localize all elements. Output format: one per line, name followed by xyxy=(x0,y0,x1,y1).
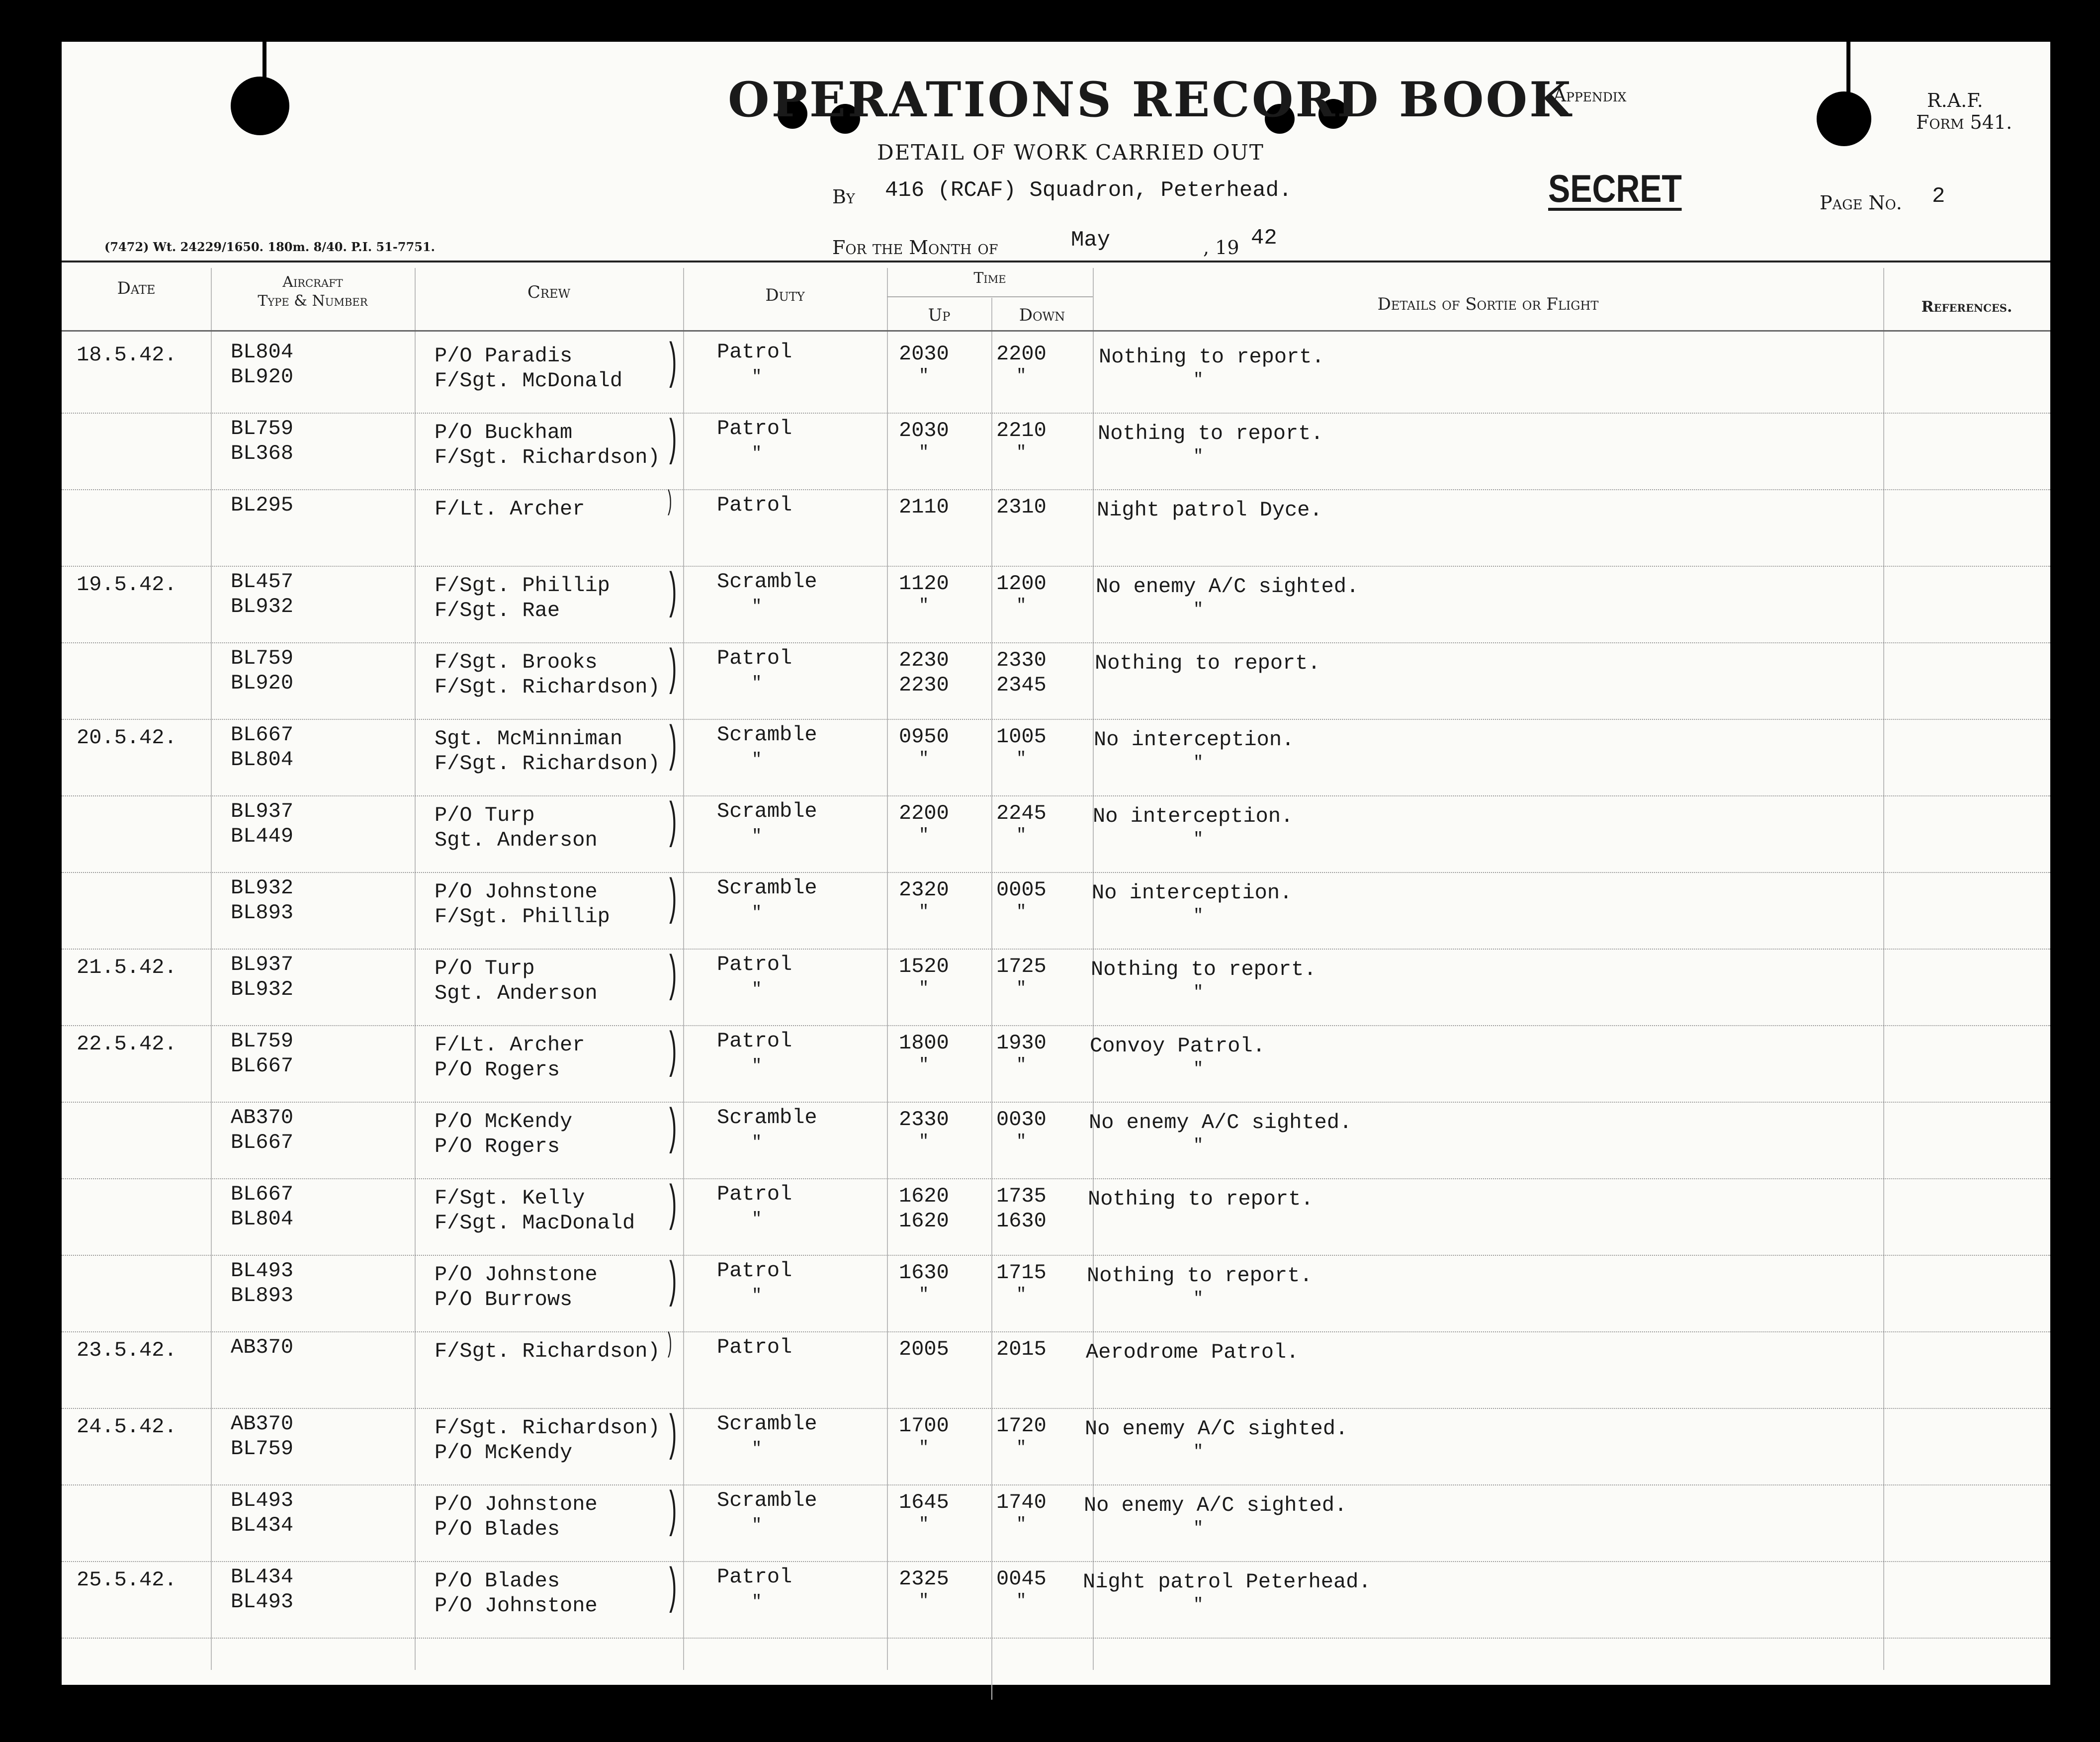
entry-duty: Patrol xyxy=(717,493,792,517)
crew-bracket: ) xyxy=(666,486,674,518)
entry-details: No interception. xyxy=(1093,804,1294,828)
entry-duty: Scramble xyxy=(717,876,817,900)
crew-bracket: ) xyxy=(666,643,680,699)
entry-aircraft: BL759 xyxy=(231,646,294,670)
ruled-line xyxy=(62,566,2050,567)
details-ditto: " xyxy=(1193,1596,1204,1615)
page-subtitle: DETAIL OF WORK CARRIED OUT xyxy=(877,140,1264,165)
entry-aircraft: BL804 xyxy=(231,340,294,364)
entry-duty: Scramble xyxy=(717,570,817,594)
details-ditto: " xyxy=(1193,1136,1204,1155)
page-title: OPERATIONS RECORD BOOK xyxy=(728,72,1573,128)
entry-time-up: " xyxy=(919,597,929,615)
ruled-line xyxy=(62,1178,2050,1179)
column-header-rule xyxy=(62,330,2050,332)
entry-details: Aerodrome Patrol. xyxy=(1086,1340,1299,1364)
entry-duty: Scramble xyxy=(717,1106,817,1130)
duty-ditto: " xyxy=(752,1287,762,1306)
duty-ditto: " xyxy=(752,1210,762,1229)
entry-time-down: 1725 xyxy=(996,955,1047,978)
entry-time-up: " xyxy=(919,1132,929,1151)
entry-time-down: 0045 xyxy=(996,1567,1047,1591)
duty-ditto: " xyxy=(752,751,762,770)
crew-bracket: ) xyxy=(666,1562,680,1618)
entry-time-down: 1715 xyxy=(996,1261,1047,1285)
entry-details: No enemy A/C sighted. xyxy=(1096,575,1359,599)
crew-bracket: ) xyxy=(666,1179,680,1235)
entry-time-down: " xyxy=(1016,826,1027,845)
page-number-label: Page No. xyxy=(1820,192,1902,214)
form-line-1: R.A.F. xyxy=(1927,89,1983,111)
entry-time-down: 1005 xyxy=(996,725,1047,749)
time-subheader-rule xyxy=(887,296,1093,297)
ruled-line xyxy=(62,1561,2050,1562)
entry-crew: P/O Johnstone xyxy=(435,1492,598,1516)
entry-crew: P/O Johnstone xyxy=(435,880,598,904)
entry-date: 20.5.42. xyxy=(77,726,177,750)
duty-ditto: " xyxy=(752,980,762,999)
entry-aircraft: BL434 xyxy=(231,1513,294,1537)
entry-time-down: 2310 xyxy=(996,495,1047,519)
details-ditto: " xyxy=(1193,1290,1204,1308)
secret-stamp: SECRET xyxy=(1548,167,1682,210)
entry-aircraft: BL434 xyxy=(231,1565,294,1589)
binder-tab-right xyxy=(1846,42,1850,96)
entry-time-up: 1645 xyxy=(899,1490,949,1514)
col-divider-duty xyxy=(887,268,888,1670)
entry-time-down: 2200 xyxy=(996,342,1047,366)
entry-crew: P/O Blades xyxy=(435,1569,560,1593)
entry-aircraft: AB370 xyxy=(231,1412,294,1436)
entry-time-down: 1740 xyxy=(996,1490,1047,1514)
entry-aircraft: BL759 xyxy=(231,1029,294,1053)
entry-crew: P/O Blades xyxy=(435,1517,560,1541)
entry-details: Nothing to report. xyxy=(1088,1187,1313,1211)
details-ditto: " xyxy=(1193,1060,1204,1079)
entry-crew: P/O Rogers xyxy=(435,1134,560,1158)
ruled-line xyxy=(62,872,2050,873)
ruled-line xyxy=(62,1638,2050,1639)
entry-time-up: " xyxy=(919,826,929,845)
entry-aircraft: BL804 xyxy=(231,1207,294,1231)
entry-crew: F/Sgt. Richardson) xyxy=(435,1416,660,1440)
crew-bracket: ) xyxy=(666,949,680,1005)
entry-date: 22.5.42. xyxy=(77,1032,177,1056)
entry-time-down: " xyxy=(1016,1056,1027,1075)
entry-aircraft: BL937 xyxy=(231,953,294,976)
entry-aircraft: BL893 xyxy=(231,901,294,925)
col-header-crew: Crew xyxy=(527,282,571,302)
entry-details: No interception. xyxy=(1094,728,1295,752)
col-header-down: Down xyxy=(1019,305,1065,325)
entry-aircraft: BL667 xyxy=(231,1131,294,1154)
ruled-line xyxy=(62,413,2050,414)
year-prefix: , 19 xyxy=(1203,237,1239,259)
entry-time-up: " xyxy=(919,367,929,386)
entry-time-down: " xyxy=(1016,597,1027,615)
entry-details: Nothing to report. xyxy=(1098,422,1323,445)
ruled-line xyxy=(62,719,2050,720)
entry-duty: Patrol xyxy=(717,1565,792,1589)
entry-aircraft: BL759 xyxy=(231,417,294,440)
entry-time-down: 1735 xyxy=(996,1184,1047,1208)
entry-time-down: 0030 xyxy=(996,1108,1047,1132)
ruled-line xyxy=(62,1408,2050,1409)
entry-details: No enemy A/C sighted. xyxy=(1089,1111,1352,1134)
entry-crew: P/O Turp xyxy=(435,803,535,827)
entry-time-up: " xyxy=(919,1592,929,1611)
entry-time-down: " xyxy=(1016,1286,1027,1305)
entry-crew: F/Sgt. Richardson) xyxy=(435,752,660,776)
col-header-duty: Duty xyxy=(765,285,805,305)
entry-crew: Sgt. Anderson xyxy=(435,828,598,852)
entry-time-down: 2245 xyxy=(996,801,1047,825)
entry-aircraft: BL804 xyxy=(231,748,294,772)
entry-date: 25.5.42. xyxy=(77,1568,177,1592)
entry-crew: F/Sgt. Kelly xyxy=(435,1186,585,1210)
entry-time-up: 1620 xyxy=(899,1184,949,1208)
entry-duty: Patrol xyxy=(717,953,792,976)
entry-crew: F/Sgt. McDonald xyxy=(435,369,623,393)
entry-aircraft: BL493 xyxy=(231,1259,294,1283)
entry-time-up: 2030 xyxy=(899,342,949,366)
entry-aircraft: BL893 xyxy=(231,1284,294,1307)
duty-ditto: " xyxy=(752,1593,762,1612)
entry-time-up: 1800 xyxy=(899,1031,949,1055)
col-divider-crew xyxy=(683,268,684,1670)
entry-time-down: " xyxy=(1016,367,1027,386)
col-divider-up xyxy=(991,298,992,1700)
by-label: By xyxy=(832,186,855,208)
entry-duty: Patrol xyxy=(717,1259,792,1283)
entry-time-up: " xyxy=(919,443,929,462)
header-rule xyxy=(62,261,2050,262)
col-header-up: Up xyxy=(928,305,951,325)
col-header-aircraft-1: Aircraft xyxy=(282,273,343,291)
entry-time-up: " xyxy=(919,979,929,998)
entry-details: Convoy Patrol. xyxy=(1090,1034,1265,1058)
entry-crew: Sgt. McMinniman xyxy=(435,727,623,751)
entry-duty: Scramble xyxy=(717,1412,817,1436)
col-divider-details xyxy=(1883,268,1884,1670)
entry-time-up: " xyxy=(919,1286,929,1305)
entry-time-down: " xyxy=(1016,979,1027,998)
entry-time-up: 1620 xyxy=(899,1209,949,1233)
entry-duty: Patrol xyxy=(717,1029,792,1053)
ruled-line xyxy=(62,1025,2050,1026)
entry-crew: F/Lt. Archer xyxy=(435,497,585,521)
entry-aircraft: BL920 xyxy=(231,671,294,695)
print-reference: (7472) Wt. 24229/1650. 180m. 8/40. P.I. 51-7751. xyxy=(104,240,436,254)
duty-ditto: " xyxy=(752,1133,762,1152)
entry-time-down: 2330 xyxy=(996,648,1047,672)
entry-date: 23.5.42. xyxy=(77,1338,177,1362)
crew-bracket: ) xyxy=(666,413,680,469)
entry-time-up: 2325 xyxy=(899,1567,949,1591)
entry-aircraft: AB370 xyxy=(231,1335,294,1359)
col-header-details: Details of Sortie or Flight xyxy=(1377,294,1599,314)
entry-duty: Patrol xyxy=(717,417,792,440)
entry-crew: P/O Johnstone xyxy=(435,1263,598,1287)
entry-time-up: 1520 xyxy=(899,955,949,978)
entry-time-up: 2320 xyxy=(899,878,949,902)
entry-time-up: 2110 xyxy=(899,495,949,519)
entry-time-up: " xyxy=(919,1439,929,1458)
entry-time-down: 0005 xyxy=(996,878,1047,902)
entry-aircraft: BL759 xyxy=(231,1437,294,1461)
duty-ditto: " xyxy=(752,674,762,693)
entry-aircraft: BL295 xyxy=(231,493,294,517)
entry-crew: P/O Rogers xyxy=(435,1058,560,1082)
duty-ditto: " xyxy=(752,598,762,616)
entry-date: 21.5.42. xyxy=(77,956,177,979)
details-ditto: " xyxy=(1193,601,1204,619)
col-header-references: References. xyxy=(1921,298,2012,316)
entry-crew: Sgt. Anderson xyxy=(435,981,598,1005)
entry-duty: Scramble xyxy=(717,1488,817,1512)
entry-date: 18.5.42. xyxy=(77,343,177,367)
details-ditto: " xyxy=(1193,371,1204,390)
duty-ditto: " xyxy=(752,368,762,387)
entry-details: No enemy A/C sighted. xyxy=(1085,1417,1348,1441)
duty-ditto: " xyxy=(752,1057,762,1076)
entry-time-down: " xyxy=(1016,1132,1027,1151)
entry-time-down: " xyxy=(1016,1439,1027,1458)
entry-crew: F/Sgt. Phillip xyxy=(435,574,610,598)
details-ditto: " xyxy=(1193,907,1204,926)
crew-bracket: ) xyxy=(666,796,680,852)
col-header-time: Time xyxy=(973,269,1006,287)
ruled-line xyxy=(62,489,2050,490)
entry-time-up: 1700 xyxy=(899,1414,949,1438)
entry-duty: Patrol xyxy=(717,1182,792,1206)
entry-aircraft: BL932 xyxy=(231,595,294,618)
entry-time-down: 2210 xyxy=(996,419,1047,442)
entry-aircraft: BL667 xyxy=(231,1054,294,1078)
entry-crew: F/Sgt. Richardson) xyxy=(435,1339,660,1363)
entry-time-up: 2230 xyxy=(899,648,949,672)
entry-time-up: 0950 xyxy=(899,725,949,749)
crew-bracket: ) xyxy=(666,1102,680,1158)
entry-aircraft: BL449 xyxy=(231,824,294,848)
squadron-name: 416 (RCAF) Squadron, Peterhead. xyxy=(885,178,1292,203)
entry-crew: P/O McKendy xyxy=(435,1110,573,1133)
duty-ditto: " xyxy=(752,827,762,846)
entry-time-up: " xyxy=(919,903,929,922)
crew-bracket: ) xyxy=(666,719,680,776)
entry-time-up: 2230 xyxy=(899,673,949,697)
record-sheet xyxy=(62,42,2050,1685)
details-ditto: " xyxy=(1193,1443,1204,1462)
form-line-2: Form 541. xyxy=(1916,111,2012,133)
entry-time-up: 1630 xyxy=(899,1261,949,1285)
crew-bracket: ) xyxy=(666,1026,680,1082)
ruled-line xyxy=(62,642,2050,643)
entry-time-up: 2330 xyxy=(899,1108,949,1132)
col-header-date: Date xyxy=(117,278,156,298)
entry-details: Nothing to report. xyxy=(1099,345,1324,369)
page-number-value: 2 xyxy=(1932,184,1945,209)
month-label: For the Month of xyxy=(832,237,998,259)
entry-crew: P/O McKendy xyxy=(435,1441,573,1465)
crew-bracket: ) xyxy=(666,872,680,929)
entry-time-down: 1930 xyxy=(996,1031,1047,1055)
entry-aircraft: BL667 xyxy=(231,723,294,747)
col-header-aircraft-2: Type & Number xyxy=(258,292,368,310)
entry-time-down: 1630 xyxy=(996,1209,1047,1233)
entry-duty: Patrol xyxy=(717,646,792,670)
entry-duty: Scramble xyxy=(717,723,817,747)
details-ditto: " xyxy=(1193,754,1204,773)
col-divider-date xyxy=(211,268,212,1670)
ruled-line xyxy=(62,1102,2050,1103)
duty-ditto: " xyxy=(752,904,762,923)
ruled-line xyxy=(62,795,2050,796)
entry-details: Night patrol Dyce. xyxy=(1097,498,1322,522)
entry-crew: F/Sgt. Brooks xyxy=(435,650,598,674)
entry-crew: F/Sgt. Rae xyxy=(435,599,560,622)
entry-duty: Patrol xyxy=(717,340,792,364)
entry-crew: F/Sgt. Phillip xyxy=(435,905,610,929)
duty-ditto: " xyxy=(752,1440,762,1459)
entry-crew: P/O Burrows xyxy=(435,1288,573,1311)
entry-time-up: 2030 xyxy=(899,419,949,442)
entry-time-down: " xyxy=(1016,1515,1027,1534)
entry-details: No enemy A/C sighted. xyxy=(1084,1493,1347,1517)
entry-crew: F/Sgt. Richardson) xyxy=(435,675,660,699)
entry-time-down: 1200 xyxy=(996,572,1047,596)
entry-aircraft: BL493 xyxy=(231,1488,294,1512)
entry-time-down: " xyxy=(1016,443,1027,462)
crew-bracket: ) xyxy=(666,1485,680,1541)
ruled-line xyxy=(62,949,2050,950)
crew-bracket: ) xyxy=(666,566,680,622)
entry-details: Nothing to report. xyxy=(1091,958,1316,981)
entry-date: 19.5.42. xyxy=(77,573,177,597)
entry-crew: F/Lt. Archer xyxy=(435,1033,585,1057)
entry-aircraft: AB370 xyxy=(231,1106,294,1130)
entry-details: Nothing to report. xyxy=(1087,1264,1312,1288)
entry-aircraft: BL457 xyxy=(231,570,294,594)
crew-bracket: ) xyxy=(666,337,680,393)
punch-hole-left xyxy=(231,77,289,135)
entry-aircraft: BL667 xyxy=(231,1182,294,1206)
duty-ditto: " xyxy=(752,444,762,463)
entry-time-down: 1720 xyxy=(996,1414,1047,1438)
entry-aircraft: BL368 xyxy=(231,441,294,465)
entry-time-down: " xyxy=(1016,1592,1027,1611)
entry-aircraft: BL932 xyxy=(231,876,294,900)
details-ditto: " xyxy=(1193,447,1204,466)
ruled-line xyxy=(62,1331,2050,1332)
entry-details: Nothing to report. xyxy=(1095,651,1320,675)
entry-time-up: 1120 xyxy=(899,572,949,596)
entry-aircraft: BL493 xyxy=(231,1590,294,1614)
entry-aircraft: BL920 xyxy=(231,365,294,389)
month-value: May xyxy=(1071,228,1111,253)
entry-duty: Patrol xyxy=(717,1335,792,1359)
duty-ditto: " xyxy=(752,1516,762,1535)
entry-time-down: 2015 xyxy=(996,1337,1047,1361)
entry-crew: P/O Buckham xyxy=(435,421,573,444)
entry-aircraft: BL937 xyxy=(231,799,294,823)
col-divider-aircraft xyxy=(415,268,416,1670)
entry-date: 24.5.42. xyxy=(77,1415,177,1439)
crew-bracket: ) xyxy=(666,1408,680,1465)
entry-aircraft: BL932 xyxy=(231,977,294,1001)
entry-crew: P/O Turp xyxy=(435,957,535,980)
ruled-line xyxy=(62,1255,2050,1256)
entry-time-up: 2005 xyxy=(899,1337,949,1361)
crew-bracket: ) xyxy=(666,1328,674,1360)
entry-crew: P/O Paradis xyxy=(435,344,573,368)
details-ditto: " xyxy=(1193,1519,1204,1538)
entry-time-down: " xyxy=(1016,903,1027,922)
entry-crew: F/Sgt. Richardson) xyxy=(435,445,660,469)
crew-bracket: ) xyxy=(666,1255,680,1311)
entry-time-down: " xyxy=(1016,750,1027,769)
ruled-line xyxy=(62,1484,2050,1485)
details-ditto: " xyxy=(1193,983,1204,1002)
entry-time-up: 2200 xyxy=(899,801,949,825)
punch-hole-right xyxy=(1817,91,1871,146)
details-ditto: " xyxy=(1193,830,1204,849)
entry-crew: F/Sgt. MacDonald xyxy=(435,1211,635,1235)
entry-details: Night patrol Peterhead. xyxy=(1083,1570,1371,1594)
entry-time-up: " xyxy=(919,1056,929,1075)
entry-time-up: " xyxy=(919,1515,929,1534)
entry-time-up: " xyxy=(919,750,929,769)
appendix-label: Appendix xyxy=(1553,86,1627,106)
entry-duty: Scramble xyxy=(717,799,817,823)
entry-details: No interception. xyxy=(1092,881,1293,905)
entry-time-down: 2345 xyxy=(996,673,1047,697)
entry-crew: P/O Johnstone xyxy=(435,1594,598,1618)
year-value: 42 xyxy=(1251,226,1277,251)
